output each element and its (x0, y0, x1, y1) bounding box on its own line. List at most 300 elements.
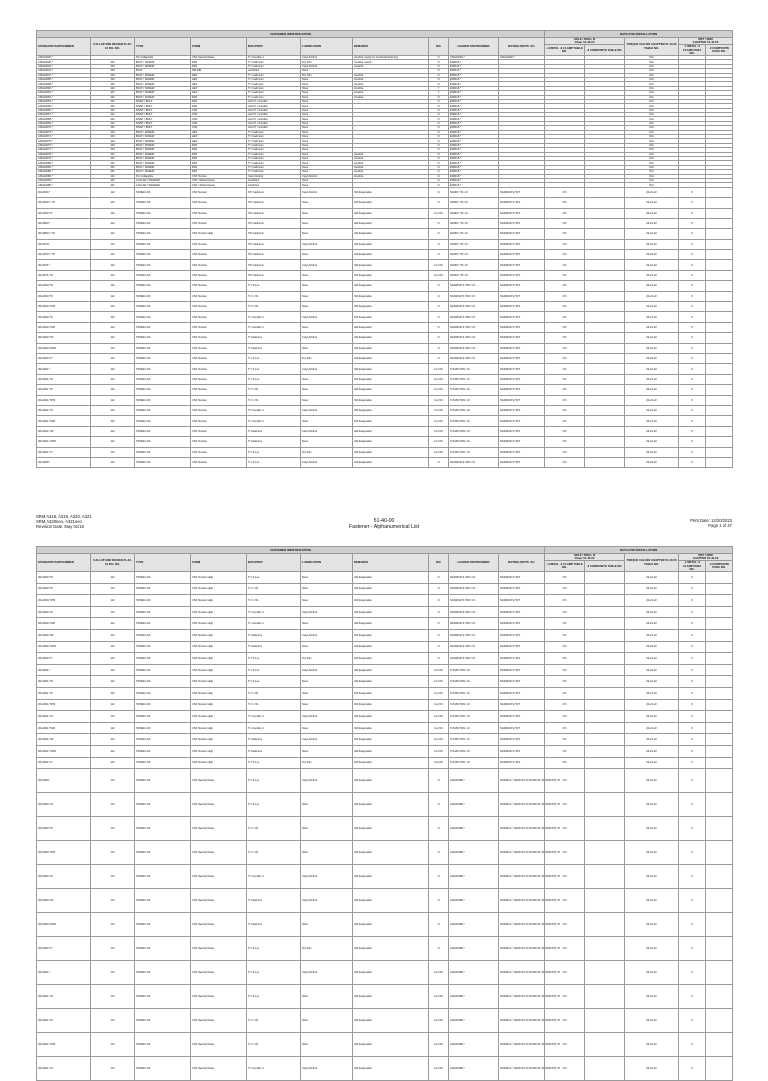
table-cell: 112 (91, 676, 135, 688)
table-cell: Cetyl Alcohol (301, 239, 353, 249)
table-cell: Cetyl Alcohol (301, 606, 353, 618)
table-cell: TI / Cadmium (247, 86, 301, 90)
table-cell: <D> (545, 239, 585, 249)
table-cell: 1st O/S (429, 734, 449, 746)
table-cell: None (301, 913, 353, 937)
col-torque: TORQUE VALUES CHAPTER 51-40-00 TABLE NO. (625, 554, 679, 572)
table-cell (706, 653, 733, 665)
table-cell: None (301, 416, 353, 426)
table-cell (585, 734, 625, 746)
table-row (37, 198, 733, 208)
table-cell: <D> (545, 218, 585, 228)
table-cell (585, 1057, 625, 1081)
fastener-identification-header: FASTENER IDENTIFICATION (37, 547, 545, 554)
table-cell: ZFL2870-*-*/N (37, 250, 91, 260)
table-cell: <D> (545, 208, 585, 218)
table-cell: ZFL2931-*/S (37, 711, 91, 723)
table-cell (706, 606, 733, 618)
table-cell: ALLOY / Anodize (247, 113, 301, 117)
table-cell: ZFL2960-* (37, 769, 91, 793)
table-cell: BOLT / SCREW (135, 143, 191, 147)
table-cell (706, 198, 733, 208)
table-cell: N (429, 148, 449, 152)
table-cell: 112 (91, 572, 135, 584)
table-cell: 20-21-22 (625, 664, 679, 676)
table-cell (706, 457, 733, 467)
table-cell: <D> (545, 629, 585, 641)
table-row (37, 913, 733, 937)
table-cell: TAPER-LOK (135, 385, 191, 395)
table-cell: ALLOY / Anodize (247, 117, 301, 121)
table-cell: <D> (545, 734, 585, 746)
table-cell: NAS6641T2-*R/T (499, 664, 545, 676)
table-cell: Dry Film (301, 653, 353, 665)
table-row (37, 447, 733, 457)
table-cell: NAS6641T2-*R/T (499, 572, 545, 584)
table-row (37, 457, 733, 467)
table-cell: <D> (545, 595, 585, 607)
table-cell (585, 218, 625, 228)
table-cell: 20-21-22 (625, 583, 679, 595)
table-cell: Anodize (353, 77, 429, 81)
table-cell: CSK Tension (191, 405, 247, 415)
table-cell: TI / S.A.A. (247, 793, 301, 817)
table-cell: TAPER-LOK (135, 437, 191, 447)
table-cell: N (429, 572, 449, 584)
table-cell (585, 769, 625, 793)
table-cell (585, 198, 625, 208)
col-remarks: REMARKS (353, 554, 429, 572)
table-cell: 6 (679, 841, 706, 865)
table-cell: CSK / Slotted Head (191, 178, 247, 182)
table-cell: None (301, 82, 353, 86)
table-cell: <D> (545, 291, 585, 301)
table-cell (706, 629, 733, 641)
table-cell: 20-21-22 (625, 757, 679, 769)
table-cell: ASNA2077-* (37, 148, 91, 152)
table-cell: 20-21-22 (625, 187, 679, 197)
table-row (37, 437, 733, 447)
table-cell: EN6115-* (449, 121, 499, 125)
table-cell: N/A (625, 69, 679, 73)
table-cell: 101 (91, 60, 135, 64)
table-cell: 103 (91, 73, 135, 77)
table-cell: ASNA2043-* (37, 69, 91, 73)
table-cell: PAN (191, 64, 247, 68)
table-cell (706, 374, 733, 384)
table-cell: TL5163-*R/N <d> (449, 395, 499, 405)
table-cell: NAS6641T2-*R/T (499, 229, 545, 239)
col-mating-parts: MATING PARTS <D> (499, 38, 545, 56)
col-dia: DIA (429, 554, 449, 572)
table-cell: TI Cadmium (247, 333, 301, 343)
table-cell: TI / S.A.A. (247, 757, 301, 769)
table-cell: 6 (679, 889, 706, 913)
table-cell: Old designation (353, 711, 429, 723)
table-cell: None (301, 385, 353, 395)
table-cell: None (301, 143, 353, 147)
table-row (37, 374, 733, 384)
table-cell: ALLOY / Anodize (247, 126, 301, 130)
table-cell: Old designation (353, 364, 429, 374)
table-cell (706, 711, 733, 723)
table-cell: TI / Cadmium (247, 139, 301, 143)
header-group-row (37, 38, 733, 45)
table-cell: TI / S.A.A. (247, 664, 301, 676)
table-cell: Old designation (353, 312, 429, 322)
table-cell: N (429, 629, 449, 641)
table-cell: 112 (91, 1057, 135, 1081)
table-cell: Anodize (353, 174, 429, 178)
table-cell: TI / Cadmium (247, 73, 301, 77)
table-cell: 101 (91, 165, 135, 169)
table-cell: <D> (545, 229, 585, 239)
table-cell: Pin Collapsible (135, 174, 191, 178)
table-cell: 1st O/S (429, 437, 449, 447)
table-cell: 1st O/S (429, 260, 449, 270)
table-cell: EN6115-* (449, 135, 499, 139)
table-cell: 112 (91, 913, 135, 937)
table-cell: 112 (91, 270, 135, 280)
table-cell: 6 (679, 653, 706, 665)
table-cell: ZFL2930-*/P (37, 583, 91, 595)
table-cell: 112 (91, 416, 135, 426)
table-cell: ASNA1989-* (449, 913, 499, 937)
table-cell: 1st O/S (429, 722, 449, 734)
table-cell: 6 (679, 793, 706, 817)
table-row (37, 187, 733, 197)
table-cell: 6 (679, 426, 706, 436)
table-cell: 112 (91, 1009, 135, 1033)
table-cell: 20-21-22 (625, 270, 679, 280)
table-cell: 103 (91, 139, 135, 143)
table-cell: 6 (679, 291, 706, 301)
table-cell: None (301, 641, 353, 653)
table-cell: 112 (91, 198, 135, 208)
table-cell: ZFL2920-*/Y (37, 353, 91, 363)
table-cell: 1st O/S (429, 426, 449, 436)
table-cell: N/A (625, 117, 679, 121)
table-cell: None (301, 135, 353, 139)
table-cell: ASNA2065-* (37, 104, 91, 108)
table-cell: NAS6641T2-*R/T (499, 676, 545, 688)
table-cell: ASNA2075-* (37, 139, 91, 143)
table-cell (585, 629, 625, 641)
table-cell: Old designation (353, 606, 429, 618)
table-row (37, 302, 733, 312)
table-cell: ZFL2921-*/Y (37, 447, 91, 457)
table-cell: Anodize (353, 157, 429, 161)
table-cell: N/A (625, 178, 679, 182)
table-cell: 6 (679, 416, 706, 426)
table-cell: HEX (191, 135, 247, 139)
table-cell: EN6115-* (449, 148, 499, 152)
table-cell: Anodize (353, 64, 429, 68)
table-cell: None (301, 157, 353, 161)
table-cell: TAPER-LOK (135, 865, 191, 889)
table-cell: <D> (545, 583, 585, 595)
table-cell: N2038-*-*R-<d> (449, 260, 499, 270)
table-cell: NAS6641T2-*R/N <d> (449, 343, 499, 353)
table-cell: TI / I.V.D. (247, 817, 301, 841)
table-cell: Old designation (353, 218, 429, 228)
table-cell: Old designation (353, 841, 429, 865)
table-cell: N (429, 157, 449, 161)
table-cell: Cetyl Alcohol (301, 711, 353, 723)
table-cell: CSK Tension High (191, 722, 247, 734)
table-row (37, 769, 733, 793)
table-cell: CSK Tension High (191, 757, 247, 769)
table-cell: PAN (191, 152, 247, 156)
table-cell: NAS6641T2-*R/T (499, 198, 545, 208)
table-cell: Dry Film (301, 60, 353, 64)
table-cell: N2038-*-*R-<d> (449, 187, 499, 197)
table-cell: NAS6641T2-*R/T (499, 405, 545, 415)
table-cell: 20-21-22 (625, 687, 679, 699)
table-cell: 102 (91, 95, 135, 99)
table-cell: NAS6641T2-*R/N <d> (449, 281, 499, 291)
table-cell: N (429, 353, 449, 363)
table-cell: TL5163-*R/N <d> (449, 426, 499, 436)
table-cell: 112 (91, 889, 135, 913)
table-cell: N (429, 239, 449, 249)
table-cell: TI / Cadmium (247, 77, 301, 81)
table-cell (706, 734, 733, 746)
table-cell: NAS6641T2-*R/T (499, 281, 545, 291)
table-cell: NAS6612-* NAS6713-*R NAS6714-*R NAS6715-*R (499, 1009, 545, 1033)
table-cell: Anodized (247, 183, 301, 187)
table-cell: 6 (679, 364, 706, 374)
table-cell: TAPER-LOK (135, 322, 191, 332)
table-cell (706, 583, 733, 595)
table-cell: 103 (91, 143, 135, 147)
table-cell: 112 (91, 757, 135, 769)
table-cell: N/A (625, 95, 679, 99)
col-mst-metal: -1 METAL -3 CLAMP PARA NO. (679, 45, 706, 56)
table-cell: None (301, 687, 353, 699)
table-cell: <D> (545, 322, 585, 332)
table-cell: <D> (545, 985, 585, 1009)
table-cell: <D> (545, 270, 585, 280)
table-cell: TAPER-LOK (135, 1033, 191, 1057)
col-mating-parts: MATING PARTS <D> (499, 554, 545, 572)
table-cell: 6 (679, 333, 706, 343)
table-cell: Old designation (353, 889, 429, 913)
table-cell: N (429, 121, 449, 125)
table-cell: TI Cadmium (247, 913, 301, 937)
table-cell (706, 208, 733, 218)
table-cell: TI / Anodize 1 (247, 606, 301, 618)
table-cell: EN6115-* (449, 77, 499, 81)
table-cell: 112 (91, 395, 135, 405)
table-cell: EN6115-* (449, 174, 499, 178)
table-cell: ZFL2931-*/W (37, 734, 91, 746)
table-cell: Old designation (353, 653, 429, 665)
table-cell: TAPER-LOK (135, 218, 191, 228)
table-cell: Cetyl Alcohol (301, 961, 353, 985)
table-row (37, 405, 733, 415)
table-cell: ZFL2931-*/N (37, 676, 91, 688)
table-cell: 20-21-22 (625, 817, 679, 841)
table-cell: PAN (191, 95, 247, 99)
table-row (37, 353, 733, 363)
table-cell: TAPER-LOK (135, 722, 191, 734)
table-cell: 20-21-22 (625, 641, 679, 653)
table-cell: TI / Cadmium (247, 170, 301, 174)
table-cell: 101 (91, 121, 135, 125)
table-cell: <D> (545, 343, 585, 353)
table-cell: NAS6612-* NAS6713-*R NAS6714-*R NAS6715-*R (499, 817, 545, 841)
table-cell: 20-21-22 (625, 629, 679, 641)
table-cell: N (429, 889, 449, 913)
table-cell: 20-21-22 (625, 250, 679, 260)
table-row (37, 572, 733, 584)
table-cell (585, 699, 625, 711)
table-cell (706, 889, 733, 913)
table-cell: Old designation (353, 416, 429, 426)
table-cell: NAS6641T2-*R/N <d> (449, 618, 499, 630)
table-row (37, 1033, 733, 1057)
table-cell: TI / S.A.A. (247, 653, 301, 665)
table-cell: CSK / Slotted Head (191, 183, 247, 187)
table-cell: None (301, 218, 353, 228)
table-cell: CSK Tension (191, 437, 247, 447)
table-cell: Anodize (353, 165, 429, 169)
table-cell (706, 865, 733, 889)
table-cell: TI / I.V.D. (247, 595, 301, 607)
table-cell: None (301, 91, 353, 95)
table-cell: 112 (91, 745, 135, 757)
table-cell: 6 (679, 711, 706, 723)
table-cell: <D> (545, 641, 585, 653)
table-cell: COLLAR / WASHER (135, 178, 191, 182)
table-cell: HEX (191, 139, 247, 143)
table-cell: 112 (91, 629, 135, 641)
table-cell: Old designation (353, 793, 429, 817)
table-row (37, 841, 733, 865)
table-cell: 112 (91, 291, 135, 301)
table-cell (706, 699, 733, 711)
table-cell (706, 985, 733, 1009)
table-cell: ASNA2028-* (37, 60, 91, 64)
table-cell (706, 218, 733, 228)
table-cell: ZFL2920-*/P/N (37, 302, 91, 312)
table-cell: ZFL2920-*/N (37, 281, 91, 291)
table-cell: Old designation (353, 333, 429, 343)
table-cell: N/A (625, 174, 679, 178)
table-cell: EN6115-* (449, 143, 499, 147)
page-footer (0, 514, 768, 540)
table-cell: TI Cadmium (247, 437, 301, 447)
table-cell: ASNA2026-* (499, 56, 545, 60)
col-mst-composite: -2 COMPOSITE PARA NO. (706, 45, 733, 56)
table-cell: TI / Cadmium (247, 64, 301, 68)
table-cell: TAPER-LOK (135, 757, 191, 769)
table-cell: 103 (91, 135, 135, 139)
table-cell (706, 618, 733, 630)
table-cell: NAS6641T2-*R/T (499, 353, 545, 363)
table-cell: None (301, 437, 353, 447)
table-cell: N (429, 161, 449, 165)
table-cell: Cetyl Alcohol (301, 664, 353, 676)
table-cell: NAS6641T2-*R/N <d> (449, 457, 499, 467)
table-cell: N/A (625, 86, 679, 90)
table-row (37, 364, 733, 374)
table-cell: 20-21-22 (625, 913, 679, 937)
table-cell: 112 (91, 985, 135, 1009)
table-cell: 112 (91, 653, 135, 665)
table-row (37, 734, 733, 746)
table-cell: 101 (91, 126, 135, 130)
table-cell: ZFL2920-*/P (37, 291, 91, 301)
table-cell: CSK Tension High (191, 583, 247, 595)
table-cell: 1st O/S (429, 1033, 449, 1057)
table-cell: BOLT / SCREW (135, 161, 191, 165)
table-cell: NAS6612-* NAS6713-*R NAS6714-*R NAS6715-*R (499, 841, 545, 865)
table-cell: Old designation (353, 322, 429, 332)
table-cell: NAS6641T2-*R/T (499, 437, 545, 447)
table-cell: TAPER-LOK (135, 734, 191, 746)
table-cell: N (429, 170, 449, 174)
table-cell: None (301, 793, 353, 817)
table-cell: Old designation (353, 676, 429, 688)
table-cell: None (301, 178, 353, 182)
table-cell: BOLT / SCREW (135, 91, 191, 95)
table-cell: RIVET / BOLT (135, 113, 191, 117)
table-cell: 20-21-22 (625, 1057, 679, 1081)
table-cell: 102 (91, 77, 135, 81)
table-cell: 6 (679, 641, 706, 653)
table-cell: ZFL2961-*/N (37, 985, 91, 1009)
table-cell: <D> (545, 664, 585, 676)
table-cell: 20-21-22 (625, 395, 679, 405)
table-cell (585, 583, 625, 595)
table-cell: ASNA1989-* (449, 961, 499, 985)
table-cell: 20-21-22 (625, 889, 679, 913)
table-cell: CSK Tension (191, 208, 247, 218)
table-cell: BOLT / SCREW (135, 170, 191, 174)
table-cell: 101 (91, 108, 135, 112)
table-cell: CSK Tension High (191, 572, 247, 584)
table-cell: 20-21-22 (625, 1009, 679, 1033)
table-cell: ZFL2921-*/S (37, 405, 91, 415)
table-cell (585, 426, 625, 436)
footer-print-date: Print Date: 12/20/2023 (690, 518, 732, 523)
hole-drill-chapter: Chap. 51-40-00 (574, 40, 595, 45)
table-cell: 1st O/S (429, 687, 449, 699)
table-cell: Old designation (353, 281, 429, 291)
table-cell: TL5163-*R/N <d> (449, 699, 499, 711)
table-cell: NAS6641T2-*R/T (499, 343, 545, 353)
table-cell: HEX (191, 86, 247, 90)
table-cell: Old designation (353, 457, 429, 467)
table-cell: ASNA2026-* (449, 56, 499, 60)
table-cell: TI / Cadmium (247, 60, 301, 64)
table-cell: CSK Tension High (191, 653, 247, 665)
table-cell: N/A (625, 130, 679, 134)
table-cell: 112 (91, 711, 135, 723)
table-cell: TAPER-LOK (135, 229, 191, 239)
table-cell: ZFL2921-*/N (37, 374, 91, 384)
table-cell: CSK Tension (191, 260, 247, 270)
table-cell (706, 405, 733, 415)
table-cell: CSK Tension High (191, 229, 247, 239)
table-cell: N/A (625, 60, 679, 64)
table-cell: 1st O/S (429, 208, 449, 218)
table-cell: TI Cadmium (247, 629, 301, 641)
table-cell: <D> (545, 745, 585, 757)
table-cell: 1st O/S (429, 985, 449, 1009)
